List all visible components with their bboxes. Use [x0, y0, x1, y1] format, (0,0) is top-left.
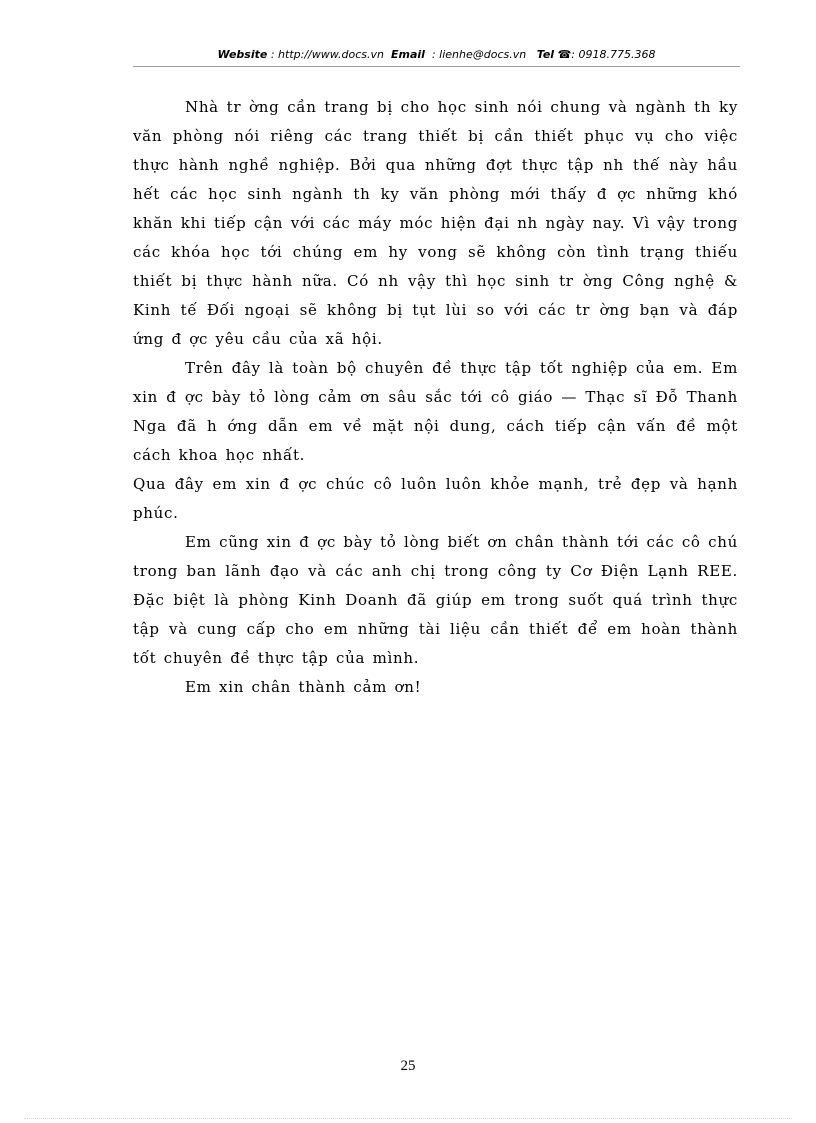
- page-number: 25: [400, 1058, 416, 1074]
- website-label: Website: [217, 48, 268, 61]
- email-label: Email: [391, 48, 425, 61]
- website-url[interactable]: : http://www.docs.vn: [270, 48, 385, 61]
- paragraph-closing: Em xin chân thành cảm ơn!: [185, 678, 422, 696]
- paragraph-wishes: Qua đây em xin đ ợc chúc cô luôn luôn khỏe mạnh, trẻ đẹp và hạnh phúc.: [133, 475, 738, 522]
- phone-icon: ☎: [557, 48, 572, 61]
- email-address[interactable]: : lienhe@docs.vn: [431, 48, 527, 61]
- page-bottom-border: [24, 1118, 792, 1119]
- tel-number: : 0918.775.368: [571, 48, 656, 61]
- paragraph-recommendation: Nhà tr ờng cần trang bị cho học sinh nói chung và ngành th ky văn phòng nói riêng các trang thiết bị cần thiết phục vụ cho việc thực hành nghề nghiệp. Bởi qua những đợt thực tập nh thế này hầu hết các học sinh ngành th ky văn phòng mới thấy đ ợc những khó khăn khi tiếp cận với các máy móc hiện đại nh ngày nay. Vì vậy trong các khóa học tới chúng em hy vong sẽ không còn tình trạng thiếu thiết bị thực hành nữa. Có nh vậy thì học sinh tr ờng Công nghệ & Kinh tế Đối ngoại sẽ không bị tụt lùi so với các tr ờng bạn và đáp ứng đ ợc yêu cầu của xã hội.: [133, 98, 738, 348]
- header-divider: [133, 66, 740, 67]
- tel-label: Tel: [536, 48, 555, 61]
- paragraph-thanks-teacher: Trên đây là toàn bộ chuyên đề thực tập tốt nghiệp của em. Em xin đ ợc bày tỏ lòng cảm ơn sâu sắc tới cô giáo — Thạc sĩ Đỗ Thanh Nga đã h ớng dẫn em về mặt nội dung, cách tiếp cận vấn đề một cách khoa học nhất.: [133, 359, 738, 464]
- page-header: [133, 46, 740, 64]
- paragraph-thanks-company: Em cũng xin đ ợc bày tỏ lòng biết ơn chân thành tới các cô chú trong ban lãnh đạo và các anh chị trong công ty Cơ Điện Lạnh REE. Đặc biệt là phòng Kinh Doanh đã giúp em trong suốt quá trình thực tập và cung cấp cho em những tài liệu cần thiết để em hoàn thành tốt chuyên đề thực tập của mình.: [133, 533, 738, 667]
- document-body: [133, 93, 738, 702]
